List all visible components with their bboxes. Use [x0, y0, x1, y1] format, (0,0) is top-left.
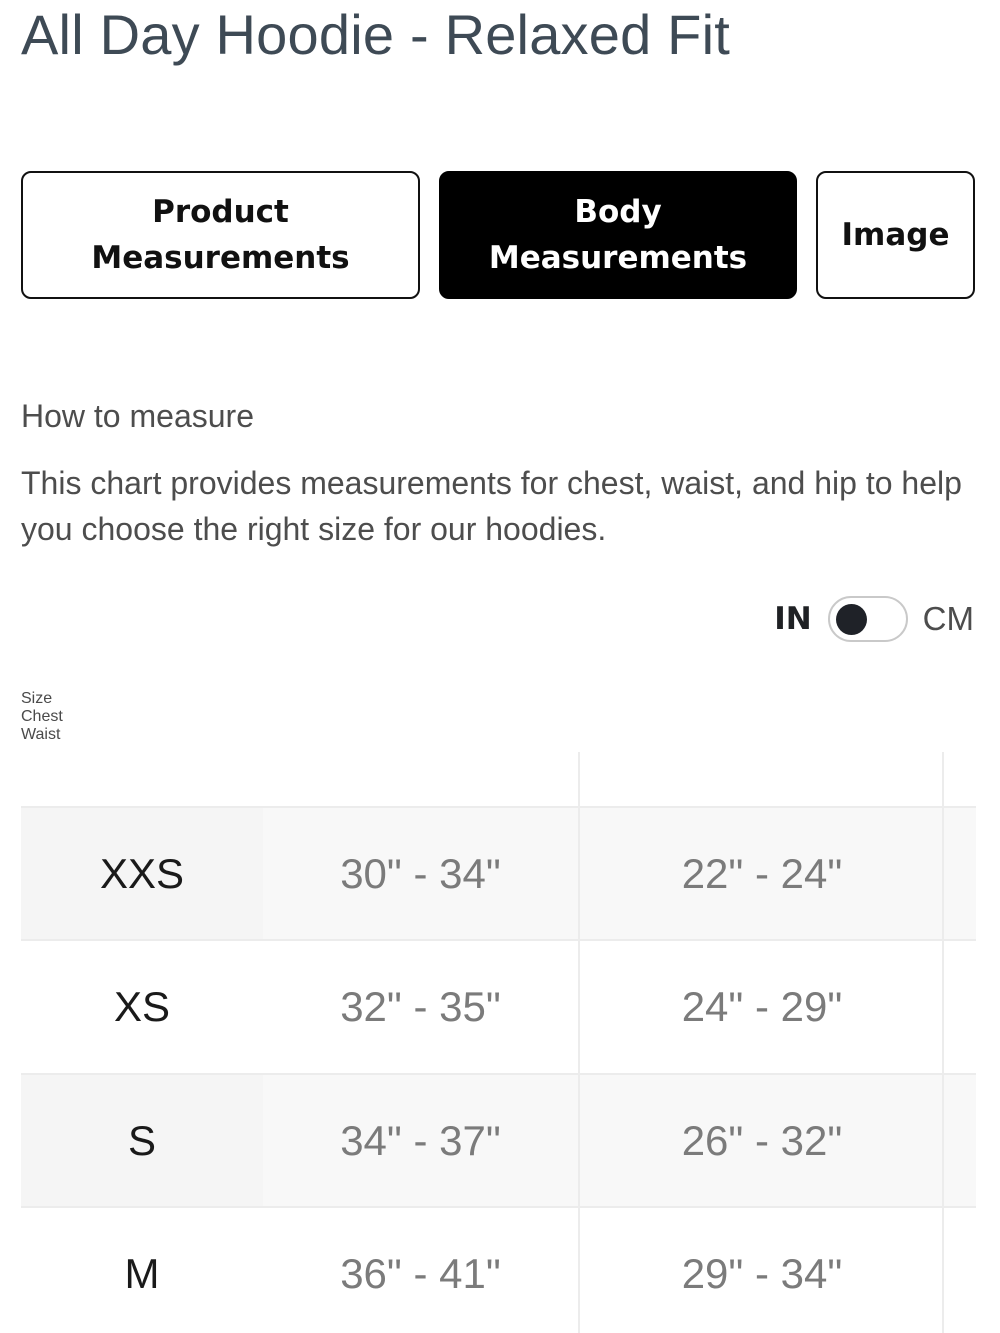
header-size: Size	[21, 690, 53, 707]
header-chest: Chest	[21, 708, 63, 725]
cell-chest: 34" - 37"	[340, 1116, 501, 1164]
tab-product-measurements[interactable]	[21, 171, 420, 299]
tab-body-measurements[interactable]	[439, 171, 797, 299]
table-row	[21, 1073, 976, 1206]
cell-size: XXS	[21, 808, 263, 939]
table-header	[21, 690, 976, 753]
unit-toggle	[774, 594, 974, 644]
page-title: All Day Hoodie - Relaxed Fit	[21, 3, 730, 66]
unit-switch[interactable]	[828, 596, 908, 642]
measurement-tabs	[21, 171, 976, 299]
cell-size: M	[124, 1249, 160, 1297]
column-divider	[942, 752, 944, 1333]
cell-size: S	[21, 1075, 263, 1206]
table-row	[21, 1206, 976, 1333]
cell-waist: 24" - 29"	[681, 982, 843, 1030]
column-divider	[578, 752, 580, 1333]
table-row	[21, 939, 976, 1072]
cell-waist: 29" - 34"	[681, 1249, 843, 1297]
header-waist: Waist	[21, 726, 61, 743]
tab-product-measurements-label: Product Measurements	[91, 194, 350, 276]
unit-switch-knob	[836, 604, 867, 635]
cell-chest: 36" - 41"	[340, 1249, 501, 1297]
cell-size: XS	[113, 982, 171, 1030]
cell-chest: 32" - 35"	[340, 982, 501, 1030]
cell-waist: 22" - 24"	[681, 849, 843, 897]
unit-in-label[interactable]: IN	[774, 601, 812, 637]
how-to-measure-heading: How to measure	[21, 398, 254, 434]
size-table[interactable]	[21, 690, 976, 1333]
how-to-measure-description: This chart provides measurements for chest, waist, and hip to help you choose the right size for our hoodies.	[21, 465, 962, 547]
tab-body-measurements-label: Body Measurements	[488, 194, 748, 276]
tab-image[interactable]	[816, 171, 975, 299]
cell-waist: 26" - 32"	[681, 1116, 843, 1164]
unit-cm-label[interactable]: CM	[922, 600, 974, 637]
tab-image-label: Image	[841, 217, 950, 253]
cell-chest: 30" - 34"	[340, 849, 501, 897]
table-row	[21, 806, 976, 939]
